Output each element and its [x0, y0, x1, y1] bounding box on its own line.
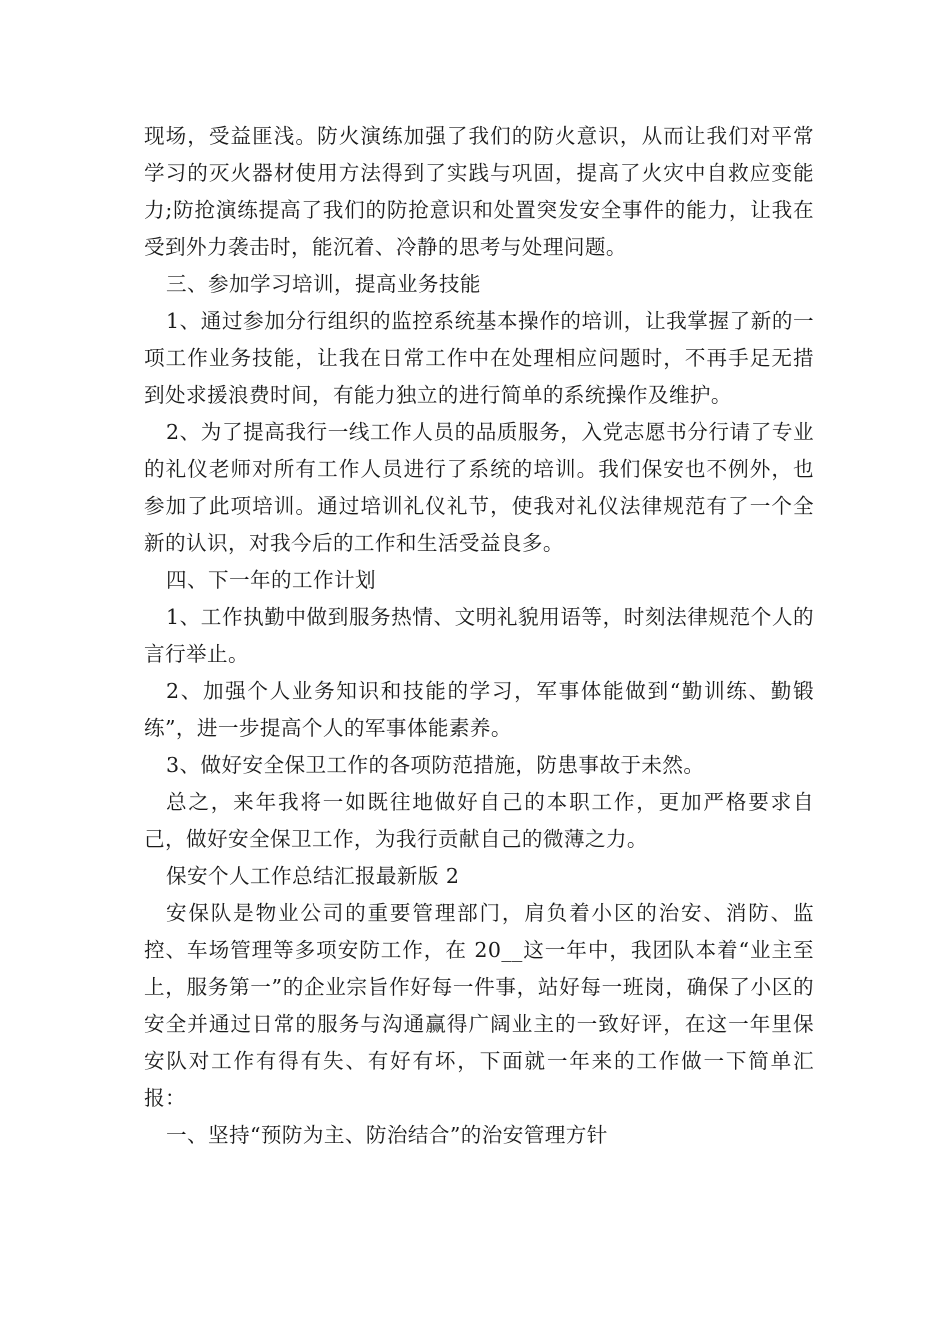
paragraph-plan-1: 1、工作执勤中做到服务热情、文明礼貌用语等，时刻法律规范个人的言行举止。 [144, 605, 814, 666]
paragraph-drill-summary: 现场，受益匪浅。防火演练加强了我们的防火意识，从而让我们对平常学习的灭火器材使用方法得到了实践与巩固，提高了火灾中自救应变能力;防抢演练提高了我们的防抢意识和处置突发安全事件的能力，让我在受到外力袭击时，能沉着、冷静的思考与处理问题。 [144, 124, 814, 259]
heading-training: 三、参加学习培训，提高业务技能 [166, 272, 481, 296]
paragraph-plan-2: 2、加强个人业务知识和技能的学习，军事体能做到“勤训练、勤锻练”，进一步提高个人的军事体能素养。 [144, 679, 814, 740]
paragraph-training-2: 2、为了提高我行一线工作人员的品质服务，入党志愿书分行请了专业的礼仪老师对所有工作人员进行了系统的培训。我们保安也不例外，也参加了此项培训。通过培训礼仪礼节，使我对礼仪法律规范有了一个全新的认识，对我今后的工作和生活受益良多。 [144, 420, 814, 555]
heading-plan: 四、下一年的工作计划 [166, 568, 376, 592]
paragraph-conclusion: 总之，来年我将一如既往地做好自己的本职工作，更加严格要求自己，做好安全保卫工作，为我行贡献自己的微薄之力。 [144, 790, 814, 851]
heading-policy: 一、坚持“预防为主、防治结合”的治安管理方针 [166, 1123, 608, 1147]
document-body [144, 118, 814, 1154]
paragraph-plan-3: 3、做好安全保卫工作的各项防范措施，防患事故于未然。 [166, 753, 705, 777]
paragraph-security-team: 安保队是物业公司的重要管理部门，肩负着小区的治安、消防、监控、车场管理等多项安防工作，在 20__这一年中，我团队本着“业主至上，服务第一”的企业宗旨作好每一件事，站好每一班岗，确保了小区的安全并通过日常的服务与沟通赢得广阔业主的一致好评，在这一年里保安队对工作有得有失、有好有坏，下面就一年来的工作做一下简单汇报： [144, 901, 814, 1110]
section-title-2: 保安个人工作总结汇报最新版 2 [166, 864, 460, 888]
paragraph-training-1: 1、通过参加分行组织的监控系统基本操作的培训，让我掌握了新的一项工作业务技能，让我在日常工作中在处理相应问题时，不再手足无措到处求援浪费时间，有能力独立的进行简单的系统操作及维护。 [144, 309, 814, 407]
